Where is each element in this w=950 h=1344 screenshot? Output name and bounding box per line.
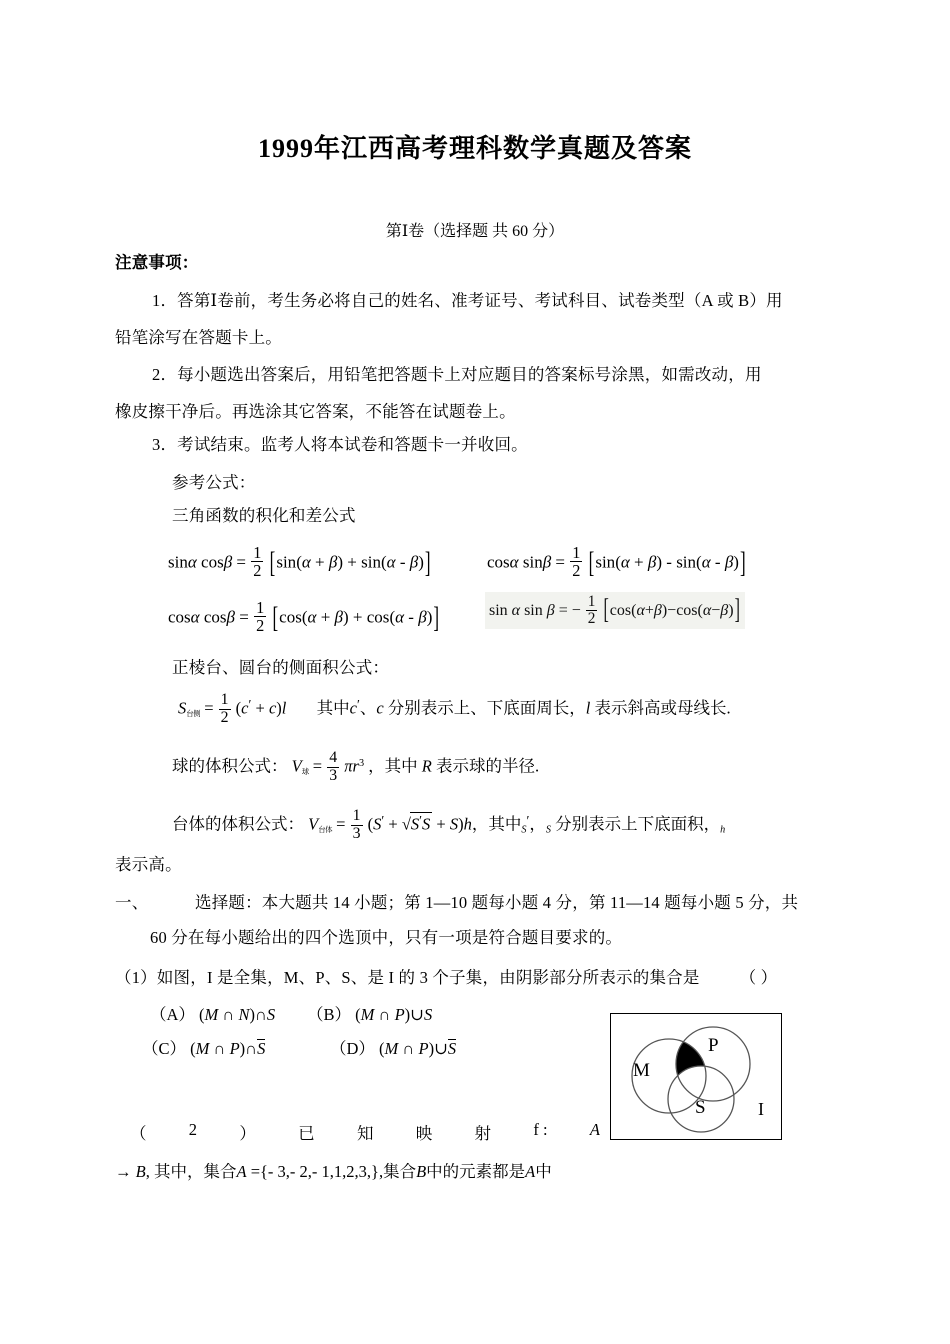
option-d-set-a: M xyxy=(384,1039,399,1058)
question-2-stem xyxy=(130,1120,600,1144)
notice-item-1-cont: 铅笔涂写在答题卡上。 xyxy=(115,328,282,347)
venn-label-i: I xyxy=(758,1099,764,1119)
venn-label-p: P xyxy=(708,1035,719,1056)
option-c-set-a: M xyxy=(195,1039,210,1058)
formula-sin-sin: sin α sin β = − $\frac{1}{2}$ [cos(α+β)−cos(α−β)] xyxy=(485,592,745,629)
option-d-op2: ∪ xyxy=(434,1039,448,1058)
question-1-text: 如图，I 是全集，M、P、S、是 I 的 3 个子集，由阴影部分所表示的集合是 xyxy=(156,968,700,987)
q2-text-3: 集合 xyxy=(383,1162,417,1181)
option-a-set-b: N xyxy=(238,1005,250,1024)
question-1-option-a[interactable]: （A） (M ∩ N)∩S xyxy=(150,1005,276,1024)
option-c-set-b: P xyxy=(229,1039,240,1058)
q2-arrow: → xyxy=(115,1162,132,1181)
sphere-note2: 表示球的半径. xyxy=(436,756,540,776)
option-d-set-b: P xyxy=(418,1039,429,1058)
option-d-set-c: S xyxy=(447,1039,457,1058)
frustum-volume-note2: ， xyxy=(529,814,546,834)
q2-char-zhi: 知 xyxy=(356,1124,374,1143)
part-one-marker: 一、 xyxy=(115,893,149,912)
formula-frustum-lateral: $S_{台侧}$ = $\frac{1}{2}$ (c′ + c)l 其中c′、c 分别表示上、下底面周长，l 表示斜高或母线长. xyxy=(178,691,731,726)
q2-mapping-f: f : xyxy=(533,1120,548,1139)
question-1-option-b[interactable]: （B） (M ∩ P)∪S xyxy=(307,1005,433,1024)
frustum-lateral-note3: 分别表示上、下底面周长， xyxy=(387,698,586,718)
q2-text-4: 中的元素都是 xyxy=(426,1162,526,1181)
q2-paren-open: （ xyxy=(130,1124,147,1143)
option-d-op1: ∩ xyxy=(402,1039,415,1058)
option-a-op1: ∩ xyxy=(222,1005,235,1024)
option-c-set-c: S xyxy=(257,1039,266,1058)
frustum-lateral-note: 其中 xyxy=(316,698,350,718)
q2-set-a-value: ={- 3,- 2,- 1,1,2,3,}, xyxy=(246,1162,384,1181)
venn-label-s: S xyxy=(695,1097,706,1118)
option-b-set-a: M xyxy=(360,1005,375,1024)
frustum-lateral-label: 正棱台、圆台的侧面积公式： xyxy=(172,658,390,677)
section-header: 第Ⅰ卷（选择题 共 60 分） xyxy=(385,223,565,240)
question-1-answer-blank: （ ） xyxy=(739,968,778,987)
venn-diagram-figure xyxy=(610,1013,782,1140)
option-d-label: （D） xyxy=(330,1039,375,1058)
option-b-op2: ∪ xyxy=(410,1005,424,1024)
q2-text-1: , 其中， xyxy=(145,1162,204,1181)
frustum-lateral-note4: 表示斜高或母线长. xyxy=(594,698,731,718)
question-2-continuation xyxy=(115,1158,552,1182)
q2-set-a-name2: A xyxy=(525,1162,536,1181)
q2-set-b: B xyxy=(135,1162,146,1181)
notice-item-1: 1．答第Ⅰ卷前，考生务必将自己的姓名、准考证号、考试科目、试卷类型（A 或 B）用 xyxy=(152,291,783,310)
option-c-label: （C） xyxy=(142,1039,187,1058)
option-a-op2: ∩ xyxy=(254,1005,267,1024)
height-tail-text: 表示高。 xyxy=(115,855,182,874)
notice-item-2-cont: 橡皮擦干净后。再选涂其它答案，不能答在试题卷上。 xyxy=(115,402,516,421)
sphere-note: ，其中 xyxy=(368,756,418,776)
option-b-set-b: P xyxy=(394,1005,405,1024)
option-a-label: （A） xyxy=(150,1005,195,1024)
formula-frustum-volume: 台体的体积公式： $V_{台体}$ = $\frac{1}{3}$ (S′ + √S′S + S)h，其中S′，S 分别表示上下底面积，h xyxy=(172,807,726,842)
formula-cos-sin: cosα sinβ = $\frac{1}{2}$ [sin(α + β) - sin(α - β)] xyxy=(487,543,746,581)
trig-formula-label: 三角函数的积化和差公式 xyxy=(172,506,356,525)
q2-char-she: 射 xyxy=(474,1124,492,1143)
q2-set-a: A xyxy=(589,1120,600,1139)
frustum-lateral-note2: 、 xyxy=(359,698,377,718)
q2-paren-close: ） xyxy=(239,1124,256,1143)
question-1-stem xyxy=(115,965,777,991)
venn-label-m: M xyxy=(633,1060,650,1081)
q2-text-2: 集合 xyxy=(203,1162,237,1181)
q2-number: 2 xyxy=(188,1120,198,1139)
option-b-set-c: S xyxy=(423,1005,433,1024)
option-b-label: （B） xyxy=(307,1005,352,1024)
q2-text-5: 中 xyxy=(535,1162,552,1181)
formula-cos-cos: cosα cosβ = $\frac{1}{2}$ [cos(α + β) + cos(α - β)] xyxy=(168,598,440,636)
notice-item-2: 2．每小题选出答案后，用铅笔把答题卡上对应题目的答案标号涂黑，如需改动，用 xyxy=(152,365,762,384)
part-one-instruction-line1: 选择题：本大题共 14 小题；第 1—10 题每小题 4 分，第 11—14 题每小题 5 分，共 xyxy=(195,893,799,912)
option-b-op1: ∩ xyxy=(378,1005,391,1024)
q2-char-yi: 已 xyxy=(298,1124,315,1143)
frustum-volume-label: 台体的体积公式： xyxy=(172,814,304,834)
reference-formula-label: 参考公式： xyxy=(172,473,256,492)
notice-item-3: 3．考试结束。监考人将本试卷和答题卡一并收回。 xyxy=(152,435,528,454)
q2-char-ying: 映 xyxy=(415,1124,433,1143)
option-a-set-a: M xyxy=(204,1005,219,1024)
formula-sphere-volume: 球的体积公式： $V_球$ = $\frac{4}{3}$ $\pi r^3$ ，其中 R 表示球的半径. xyxy=(172,749,540,784)
q2-set-b-name: B xyxy=(416,1162,427,1181)
option-c-op2: ∩ xyxy=(245,1039,258,1058)
part-one-instruction-line2: 60 分在每小题给出的四个选顶中，只有一项是符合题目要求的。 xyxy=(150,928,623,947)
q2-set-a-name: A xyxy=(236,1162,247,1181)
option-a-set-c: S xyxy=(266,1005,276,1024)
option-c-op1: ∩ xyxy=(213,1039,226,1058)
frustum-volume-note: ，其中 xyxy=(471,814,522,834)
question-1-number: （1） xyxy=(115,968,157,987)
question-1-option-d[interactable]: （D） (M ∩ P)∪S xyxy=(330,1039,457,1058)
notice-heading: 注意事项： xyxy=(115,253,199,272)
formula-sin-cos: sinα cosβ = $\frac{1}{2}$ [sin(α + β) + sin(α - β)] xyxy=(168,543,431,581)
question-1-option-c[interactable]: （C） (M ∩ P)∩S xyxy=(142,1039,266,1058)
sphere-label: 球的体积公式： xyxy=(172,756,288,776)
page-title: 1999年江西高考理科数学真题及答案 xyxy=(257,134,692,163)
frustum-volume-note3: 分别表示上下底面积， xyxy=(555,814,721,834)
